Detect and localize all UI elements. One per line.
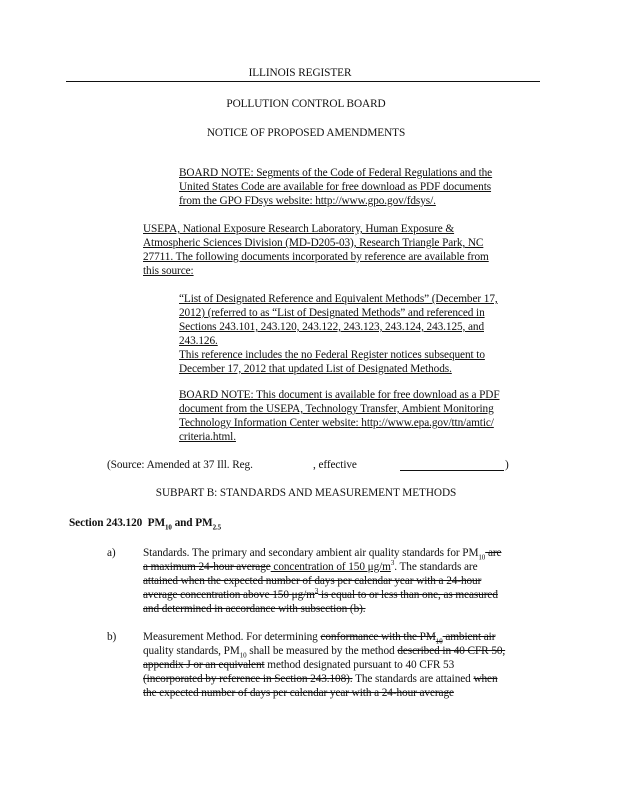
para-b-text: The standards are attained [352, 673, 474, 685]
designated-line: 243.126. [179, 335, 218, 347]
para-a-text: . The standards are [394, 561, 478, 573]
para-b-line [143, 630, 495, 645]
board-note-1-line: United States Code are available for free download as PDF documents [179, 181, 492, 193]
para-b-text: Measurement Method. For determining [143, 631, 321, 643]
section-number: Section 243.120 [69, 517, 143, 529]
para-a-marker: a) [107, 547, 116, 559]
para-a-struck-text: is equal to or less than one, as measured [318, 589, 498, 601]
para-b-struck-text: ambient air [442, 631, 496, 643]
section-sub25: 2.5 [212, 523, 222, 532]
para-b-marker: b) [107, 631, 117, 643]
register-title: ILLINOIS REGISTER [248, 67, 352, 79]
board-note-2-line: Technology Information Center website: http://www.epa.gov/ttn/amtic/ [179, 417, 494, 429]
notice-title: NOTICE OF PROPOSED AMENDMENTS [206, 127, 406, 139]
section-and-pm: and PM [174, 517, 213, 529]
para-b-text: method designated pursuant to 40 CFR 53 [264, 659, 455, 671]
source-close: ) [505, 459, 509, 471]
para-a-line [143, 560, 477, 575]
usepa-line: Atmospheric Sciences Division (MD-D205-03), Research Triangle Park, NC [143, 237, 484, 249]
para-b-struck-line: the expected number of days per calendar year with a 24-hour average [143, 687, 454, 699]
source-blank-line [400, 470, 504, 471]
subpart-heading: SUBPART B: STANDARDS AND MEASUREMENT METHODS [155, 487, 457, 499]
designated-line: Sections 243.101, 243.120, 243.122, 243.123, 243.124, 243.125, and [179, 321, 484, 333]
para-a-text: Standards. The primary and secondary ambient air quality standards for PM [143, 547, 479, 559]
designated-line: 2012) (referred to as “List of Designated Methods” and referenced in [179, 307, 485, 319]
para-b-struck-text: described in 40 CFR 50, [397, 645, 506, 657]
para-b-text: shall be measured by the method [246, 645, 398, 657]
source-prefix: (Source: Amended at 37 Ill. Reg. [107, 459, 253, 471]
usepa-line: USEPA, National Exposure Research Laboratory, Human Exposure & [143, 223, 455, 235]
para-a-struck-line: attained when the expected number of days per calendar year with a 24-hour [143, 575, 482, 587]
board-note-1-line: from the GPO FDsys website: http://www.gpo.gov/fdsys/. [179, 195, 436, 207]
para-b-line [143, 658, 454, 673]
board-note-2-line: BOARD NOTE: This document is available for free download as a PDF [179, 389, 500, 401]
section-sub10: 10 [165, 523, 172, 532]
para-a-struck-text: are [485, 547, 502, 559]
para-b-struck-text: appendix J or an equivalent [143, 659, 265, 671]
para-a-struck-text: a maximum 24-hour average [143, 561, 271, 573]
source-effective: , effective [313, 459, 357, 471]
para-b-struck-text: conformance with the PM [320, 631, 436, 643]
para-b-struck-text: (incorporated by reference in Section 243.108). [143, 673, 353, 685]
header-rule [66, 81, 540, 82]
para-b-line [143, 644, 505, 659]
board-note-1-line: BOARD NOTE: Segments of the Code of Federal Regulations and the [179, 167, 493, 179]
designated-line: December 17, 2012 that updated List of Designated Methods. [179, 363, 452, 375]
usepa-line: this source: [143, 265, 194, 277]
section-heading [69, 516, 221, 531]
para-a-struck-line [143, 588, 498, 603]
para-a-sub: 10 [478, 553, 486, 562]
para-b-sub: 10 [239, 651, 247, 660]
para-a-sup: 3 [390, 559, 395, 568]
para-a-line [143, 546, 501, 561]
para-a-inserted-text: concentration of 150 μg/m [270, 561, 391, 573]
board-title: POLLUTION CONTROL BOARD [226, 98, 386, 110]
para-b-sub: 10 [435, 637, 443, 646]
para-b-struck-text: when [473, 673, 498, 685]
board-note-2-line: document from the USEPA, Technology Transfer, Ambient Monitoring [179, 403, 494, 415]
section-pm: PM [147, 517, 166, 529]
board-note-2-line: criteria.html. [179, 431, 236, 443]
para-b-text: quality standards, PM [143, 645, 240, 657]
para-a-struck-line: and determined in accordance with subsection (b). [143, 603, 366, 615]
para-a-struck-text: average concentration above 150 μg/m [143, 589, 315, 601]
para-b-line [143, 672, 498, 687]
usepa-line: 27711. The following documents incorporated by reference are available from [143, 251, 489, 263]
designated-line: This reference includes the no Federal Register notices subsequent to [179, 349, 485, 361]
designated-line: “List of Designated Reference and Equivalent Methods” (December 17, [179, 293, 498, 305]
para-a-sup: 3 [314, 587, 319, 596]
